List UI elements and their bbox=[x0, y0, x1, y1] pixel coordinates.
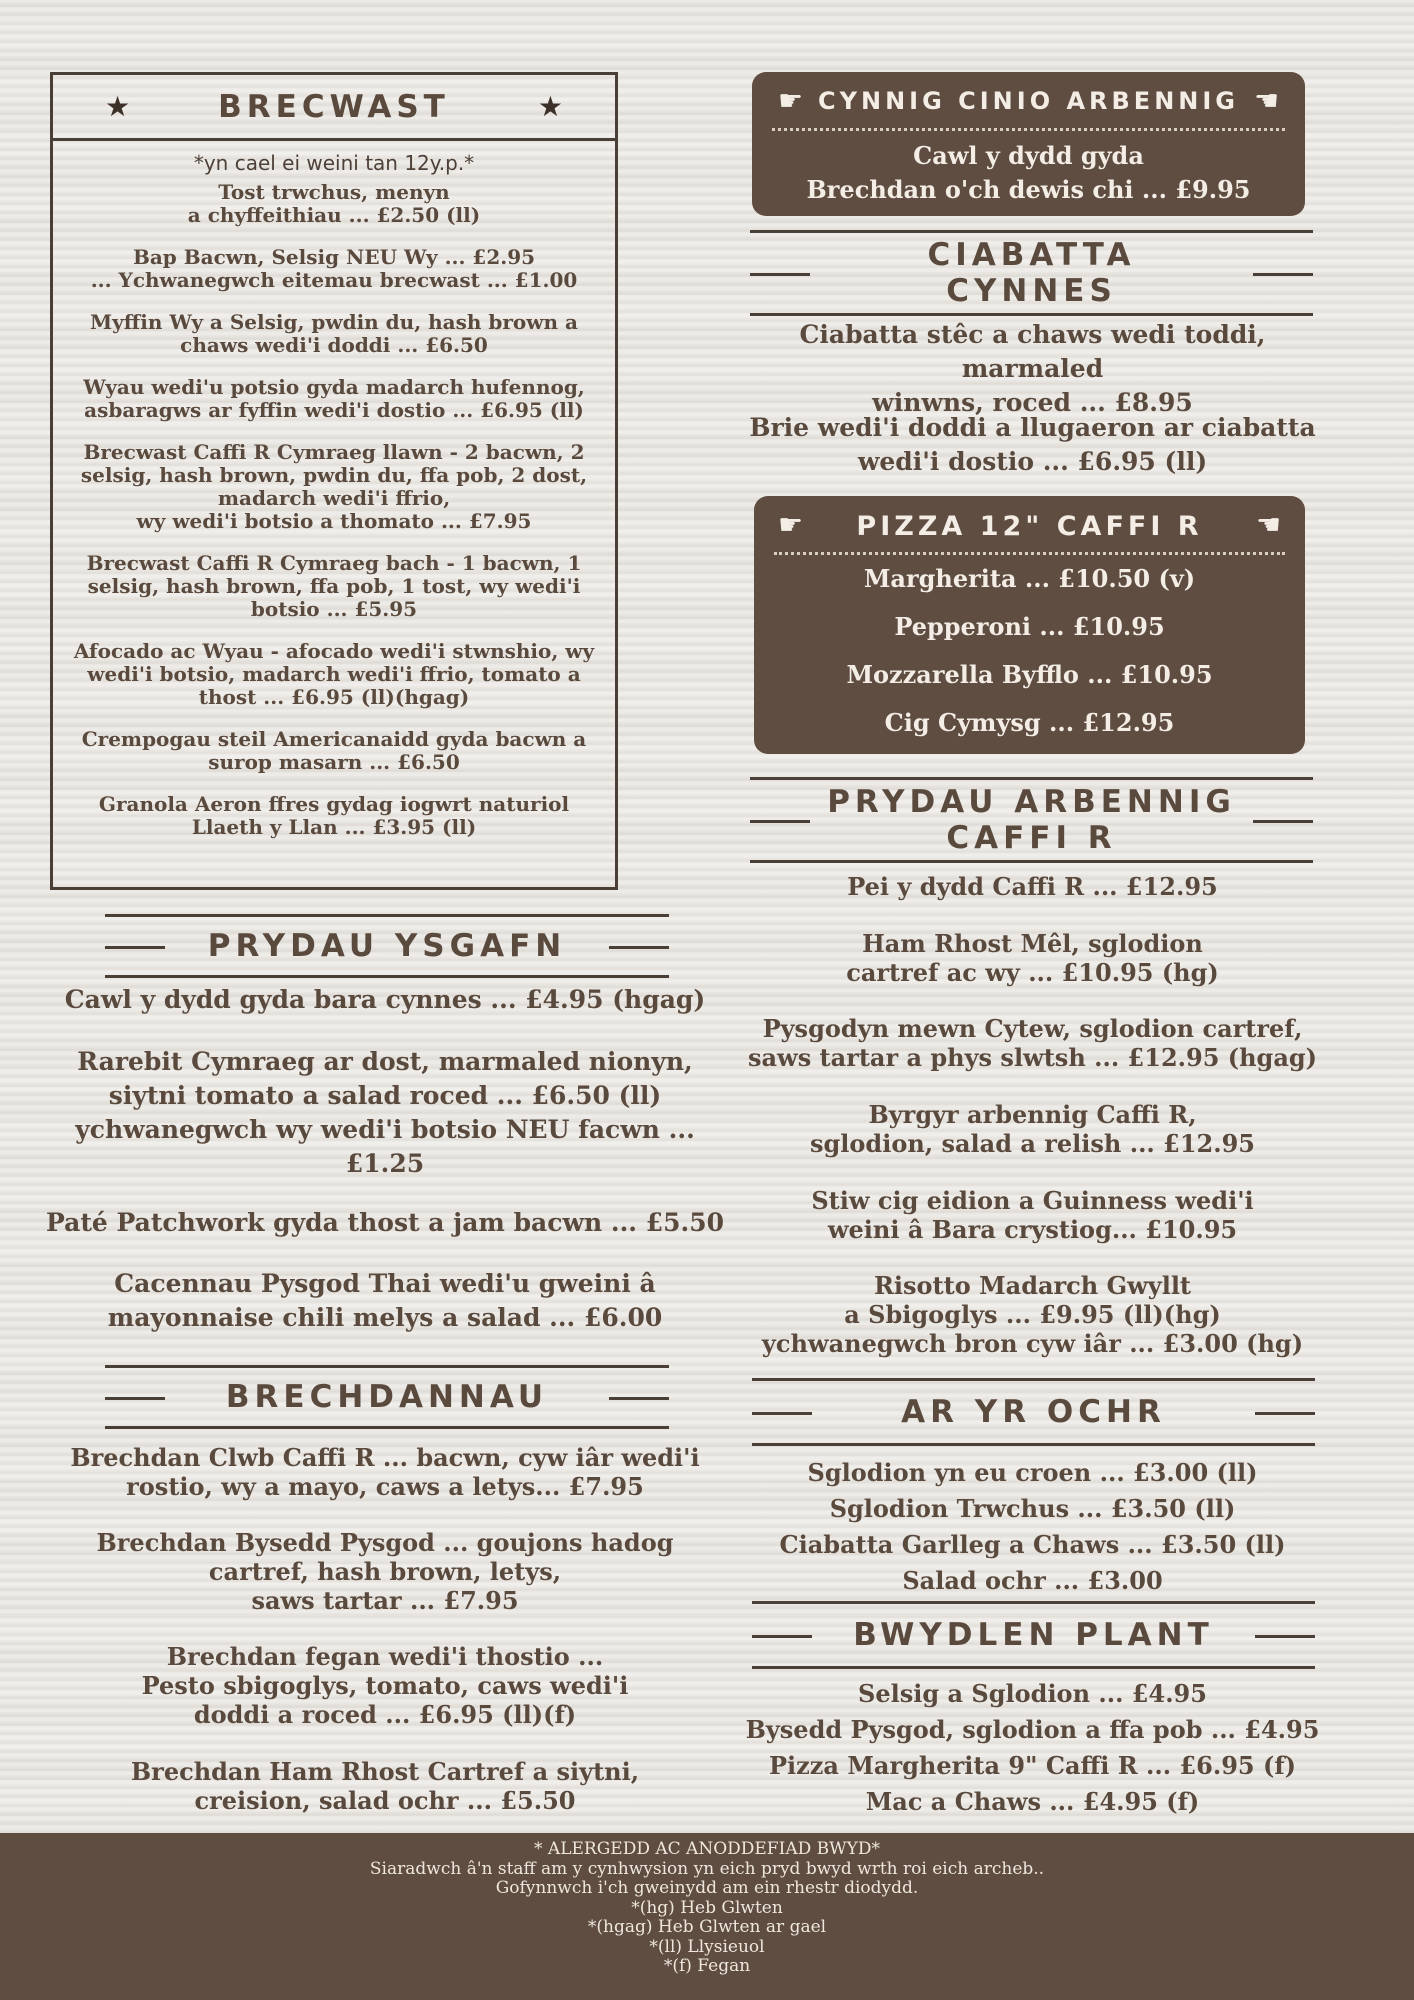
divider bbox=[752, 1443, 1315, 1446]
light-meals-title: PRYDAU YSGAFN bbox=[207, 928, 567, 964]
menu-item: Brechdan Clwb Caffi R ... bacwn, cyw iâr wedi'i rostio, wy a mayo, caws a letys... £7.95 bbox=[70, 1443, 700, 1501]
menu-item: Rarebit Cymraeg ar dost, marmaled nionyn, siytni tomato a salad roced ... £6.50 (ll) ychwanegwch wy wedi'i botsio NEU facwn ... £1.25 bbox=[75, 1047, 695, 1178]
kids-header bbox=[752, 1601, 1315, 1669]
footer-line: *(hgag) Heb Glwten ar gael bbox=[587, 1917, 827, 1937]
menu-item: Wyau wedi'u potsio gyda madarch hufennog, asbaragws ar fyffin wedi'i dostio ... £6.95 (ll) bbox=[83, 375, 585, 422]
divider bbox=[609, 1397, 669, 1400]
menu-item: Bap Bacwn, Selsig NEU Wy ... £2.95 ... Ychwanegwch eitemau brecwast ... £1.00 bbox=[90, 245, 578, 292]
menu-item: Brecwast Caffi R Cymraeg bach - 1 bacwn, 1 selsig, hash brown, ffa pob, 1 tost, wy wedi'i botsio ... £5.95 bbox=[86, 551, 582, 621]
lunch-offer-panel bbox=[752, 72, 1305, 216]
divider bbox=[1255, 1412, 1315, 1415]
menu-item: Ham Rhost Mêl, sglodion cartref ac wy ... £10.95 (hg) bbox=[846, 929, 1219, 987]
menu-item: Ciabatta stêc a chaws wedi toddi, marmaled winwns, roced ... £8.95 bbox=[799, 320, 1266, 417]
menu-item: Cacennau Pysgod Thai wedi'u gweini â mayonnaise chili melys a salad ... £6.00 bbox=[107, 1269, 663, 1332]
sides-list bbox=[725, 1455, 1340, 1599]
kids-list bbox=[725, 1676, 1340, 1820]
dotted-divider bbox=[772, 128, 1285, 131]
menu-item: Myffin Wy a Selsig, pwdin du, hash brown a chaws wedi'i doddi ... £6.50 bbox=[90, 310, 578, 357]
menu-item: Granola Aeron ffres gydag iogwrt naturiol Llaeth y Llan ... £3.95 (ll) bbox=[98, 792, 570, 839]
ciabatta-header bbox=[750, 230, 1313, 316]
divider bbox=[1255, 1635, 1315, 1638]
list-item: Selsig a Sglodion ... £4.95 bbox=[858, 1679, 1207, 1708]
star-icon: ★ bbox=[537, 90, 563, 123]
breakfast-title: BRECWAST bbox=[218, 88, 450, 125]
menu-item: Brechdan Bysedd Pysgod ... goujons hadog cartref, hash brown, letys, saws tartar ... £7.95 bbox=[96, 1528, 674, 1615]
list-item: Mac a Chaws ... £4.95 (f) bbox=[865, 1787, 1200, 1816]
divider bbox=[105, 1426, 669, 1429]
divider bbox=[105, 1397, 165, 1400]
list-item: Salad ochr ... £3.00 bbox=[902, 1566, 1163, 1595]
list-item: Sglodion Trwchus ... £3.50 (ll) bbox=[829, 1494, 1236, 1523]
menu-item: Tost trwchus, menyn a chyffeithiau ... £2.50 (ll) bbox=[187, 180, 481, 227]
footer-line: Siaradwch â'n staff am y cynhwysion yn eich pryd bwyd wrth roi eich archeb.. bbox=[369, 1858, 1045, 1879]
specials-title: PRYDAU ARBENNIG bbox=[827, 784, 1236, 820]
list-item: Pizza Margherita 9" Caffi R ... £6.95 (f) bbox=[769, 1751, 1296, 1780]
star-icon: ★ bbox=[105, 90, 131, 123]
allergen-footer bbox=[0, 1833, 1414, 2000]
divider bbox=[750, 273, 810, 276]
menu-item: Risotto Madarch Gwyllt a Sbigoglys ... £9.95 (ll)(hg) ychwanegwch bron cyw iâr ... £3.00 (hg) bbox=[761, 1271, 1304, 1358]
menu-item: Brechdan Ham Rhost Cartref a siytni, creision, salad ochr ... £5.50 bbox=[130, 1757, 640, 1815]
sandwiches-title: BRECHDANNAU bbox=[225, 1379, 549, 1415]
lunch-offer-title: CYNNIG CINIO ARBENNIG bbox=[817, 87, 1239, 115]
divider bbox=[105, 946, 165, 949]
sides-header bbox=[752, 1378, 1315, 1446]
divider bbox=[1253, 820, 1313, 823]
menu-item: Paté Patchwork gyda thost a jam bacwn ... £5.50 bbox=[46, 1208, 724, 1237]
specials-header bbox=[750, 777, 1313, 863]
footer-line: Gofynnwch i'ch gweinydd am ein rhestr diodydd. bbox=[495, 1878, 919, 1898]
divider bbox=[750, 860, 1313, 863]
menu-item: Afocado ac Wyau - afocado wedi'i stwnshio, wy wedi'i botsio, madarch wedi'i ffrio, tomato a thost ... £6.95 (ll)(hgag) bbox=[73, 639, 595, 709]
menu-item: Brecwast Caffi R Cymraeg llawn - 2 bacwn, 2 selsig, hash brown, pwdin du, ffa pob, 2 dost, madarch wedi'i ffrio, wy wedi'i botsio a thomato ... £7.95 bbox=[80, 440, 588, 533]
breakfast-note: *yn cael ei weini tan 12y.p.* bbox=[193, 151, 475, 175]
menu-item: Pei y dydd Caffi R ... £12.95 bbox=[847, 872, 1218, 901]
divider bbox=[752, 1635, 812, 1638]
ciabatta-title: CYNNES bbox=[946, 273, 1117, 309]
pointing-hand-icon: ☛ bbox=[778, 508, 804, 541]
sandwiches-header bbox=[105, 1365, 669, 1429]
lunch-offer-line: Brechdan o'ch dewis chi ... £9.95 bbox=[806, 175, 1251, 204]
pizza-item: Pepperoni ... £10.95 bbox=[894, 612, 1165, 641]
pointing-hand-icon: ☛ bbox=[1253, 84, 1279, 117]
menu-item: Byrgyr arbennig Caffi R, sglodion, salad a relish ... £12.95 bbox=[810, 1100, 1255, 1158]
pizza-title: PIZZA 12" CAFFI R bbox=[856, 510, 1203, 542]
kids-title: BWYDLEN PLANT bbox=[853, 1617, 1214, 1653]
menu-item: Cawl y dydd gyda bara cynnes ... £4.95 (hgag) bbox=[64, 985, 706, 1014]
light-meals-header bbox=[105, 914, 669, 978]
lunch-offer-line: Cawl y dydd gyda bbox=[913, 141, 1144, 170]
pointing-hand-icon: ☛ bbox=[778, 84, 804, 117]
divider bbox=[750, 820, 810, 823]
footer-line: *(hg) Heb Glwten bbox=[631, 1897, 783, 1918]
pizza-panel bbox=[754, 496, 1305, 754]
breakfast-header bbox=[53, 75, 615, 141]
specials-title: CAFFI R bbox=[946, 820, 1117, 856]
footer-line: * ALERGEDD AC ANODDEFIAD BWYD* bbox=[534, 1839, 880, 1859]
footer-line: *(f) Fegan bbox=[663, 1956, 751, 1976]
divider bbox=[609, 946, 669, 949]
pointing-hand-icon: ☛ bbox=[1255, 508, 1281, 541]
divider bbox=[750, 313, 1313, 316]
pizza-item: Cig Cymysg ... £12.95 bbox=[884, 708, 1175, 737]
divider bbox=[752, 1412, 812, 1415]
menu-item: Crempogau steil Americanaidd gyda bacwn a surop masarn ... £6.50 bbox=[81, 727, 587, 774]
divider bbox=[752, 1666, 1315, 1669]
menu-item: Stiw cig eidion a Guinness wedi'i weini â Bara crystiog... £10.95 bbox=[811, 1186, 1254, 1244]
divider bbox=[105, 975, 669, 978]
ciabatta-title: CIABATTA bbox=[927, 237, 1136, 273]
pizza-item: Margherita ... £10.50 (v) bbox=[863, 564, 1196, 593]
breakfast-section bbox=[50, 72, 618, 890]
menu-item: Pysgodyn mewn Cytew, sglodion cartref, saws tartar a phys slwtsh ... £12.95 (hgag) bbox=[747, 1014, 1318, 1072]
footer-line: *(ll) Llysieuol bbox=[649, 1936, 765, 1957]
pizza-item: Mozzarella Byfflo ... £10.95 bbox=[846, 660, 1213, 689]
divider bbox=[1253, 273, 1313, 276]
list-item: Bysedd Pysgod, sglodion a ffa pob ... £4.95 bbox=[745, 1715, 1320, 1744]
sides-title: AR YR OCHR bbox=[901, 1394, 1166, 1430]
menu-item: Brechdan fegan wedi'i thostio ... Pesto sbigoglys, tomato, caws wedi'i doddi a roced ... £6.95 (ll)(f) bbox=[141, 1642, 629, 1729]
menu-item: Brie wedi'i doddi a llugaeron ar ciabatta wedi'i dostio ... £6.95 (ll) bbox=[749, 413, 1316, 476]
list-item: Sglodion yn eu croen ... £3.00 (ll) bbox=[807, 1458, 1258, 1487]
list-item: Ciabatta Garlleg a Chaws ... £3.50 (ll) bbox=[779, 1530, 1286, 1559]
